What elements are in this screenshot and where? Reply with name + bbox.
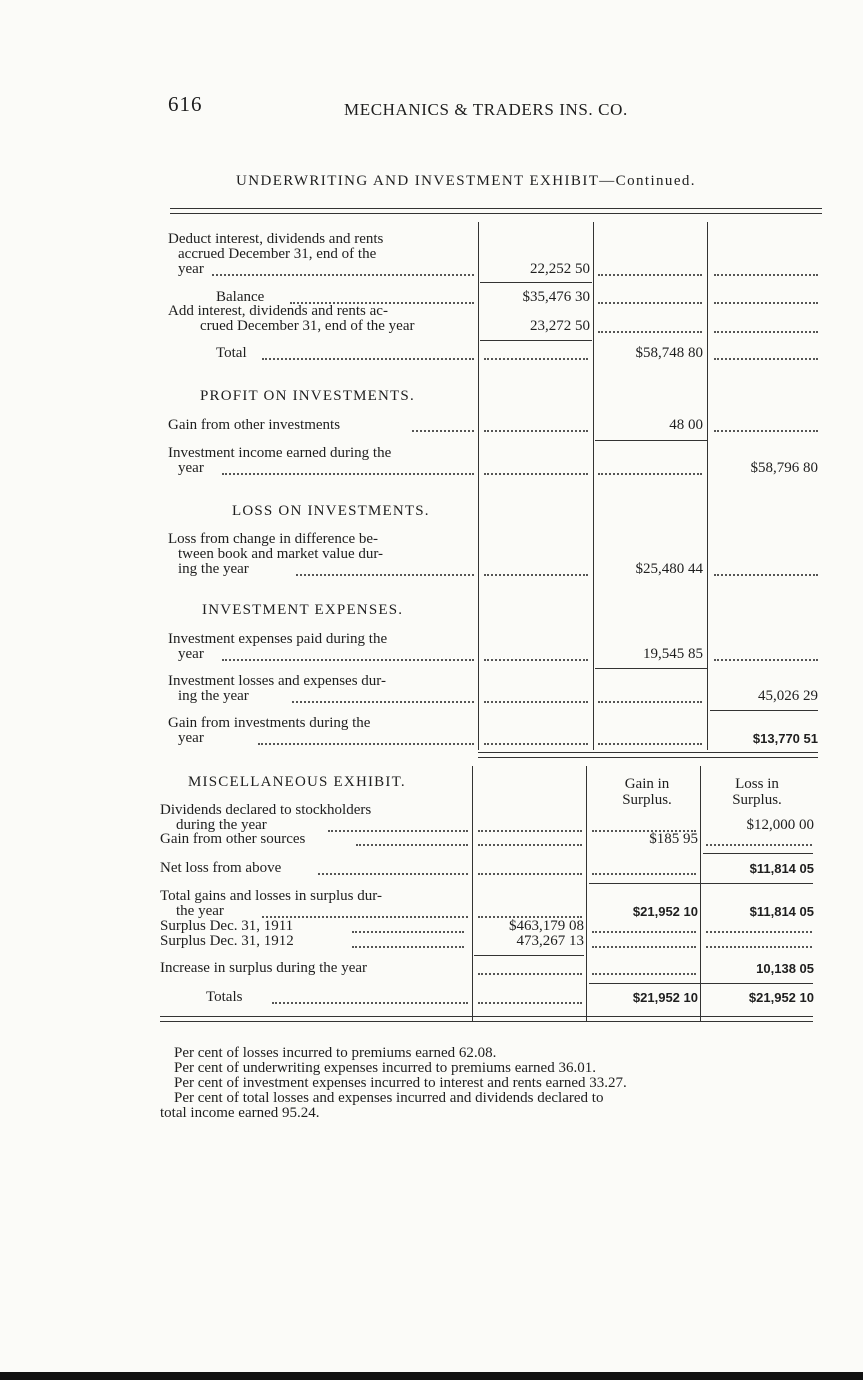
sum-rule bbox=[710, 710, 818, 711]
column-divider-2 bbox=[593, 222, 594, 750]
add-label-1: Add interest, dividends and rents ac- bbox=[168, 303, 388, 319]
loss-header-line-2: Surplus. bbox=[732, 792, 782, 808]
total-gains-losses-label-1: Total gains and losses in surplus dur- bbox=[160, 888, 382, 904]
footnote-investment: Per cent of investment expenses incurred to interest and rents earned 33.27. bbox=[174, 1075, 627, 1091]
gain-other-investments-label: Gain from other investments bbox=[168, 417, 341, 433]
top-rule-1 bbox=[170, 208, 822, 209]
total-gains-losses-label-2: the year bbox=[176, 903, 224, 919]
column-divider-5 bbox=[586, 766, 587, 1022]
bottom-rule-2 bbox=[160, 1021, 813, 1022]
total-losses-value: $11,814 05 bbox=[749, 904, 814, 919]
leader-dots bbox=[484, 574, 588, 576]
leader-dots bbox=[484, 659, 588, 661]
deduct-label-3: year bbox=[178, 261, 204, 277]
leader-dots bbox=[714, 574, 818, 576]
loss-label-1: Loss from change in difference be- bbox=[168, 531, 379, 547]
increase-surplus-label: Increase in surplus during the year bbox=[160, 960, 368, 976]
expenses-losses-value: 45,026 29 bbox=[758, 688, 818, 704]
leader-dots bbox=[598, 331, 702, 333]
loss-label-3: ing the year bbox=[178, 561, 249, 577]
investment-income-label-2: year bbox=[178, 460, 204, 476]
expenses-paid-label-1: Investment expenses paid during the bbox=[168, 631, 388, 647]
footnote-total-1: Per cent of total losses and expenses incurred and dividends declared to bbox=[174, 1090, 604, 1106]
profit-heading: PROFIT ON INVESTMENTS. bbox=[200, 388, 415, 404]
balance-label: Balance bbox=[216, 289, 265, 305]
loss-value: $25,480 44 bbox=[635, 561, 703, 577]
leader-dots bbox=[318, 873, 468, 875]
page-number: 616 bbox=[168, 92, 203, 116]
gain-other-investments-value: 48 00 bbox=[669, 417, 703, 433]
leader-dots bbox=[592, 973, 696, 975]
expenses-heading: INVESTMENT EXPENSES. bbox=[202, 602, 404, 618]
investment-income-value: $58,796 80 bbox=[750, 460, 818, 476]
leader-dots bbox=[478, 1002, 582, 1004]
footnote-losses: Per cent of losses incurred to premiums earned 62.08. bbox=[174, 1045, 497, 1061]
gain-investments-label-1: Gain from investments during the bbox=[168, 715, 371, 731]
leader-dots bbox=[706, 931, 812, 933]
leader-dots bbox=[598, 473, 702, 475]
expenses-losses-label-2: ing the year bbox=[178, 688, 249, 704]
leader-dots bbox=[484, 430, 588, 432]
add-label-2: crued December 31, end of the year bbox=[200, 318, 415, 334]
sum-rule bbox=[589, 983, 813, 984]
leader-dots bbox=[328, 830, 468, 832]
gain-investments-value: $13,770 51 bbox=[752, 731, 818, 746]
expenses-paid-label-2: year bbox=[178, 646, 204, 662]
totals-loss-value: $21,952 10 bbox=[748, 990, 814, 1005]
footnote-total-2: total income earned 95.24. bbox=[160, 1105, 320, 1121]
scan-edge bbox=[0, 1372, 863, 1380]
leader-dots bbox=[478, 873, 582, 875]
leader-dots bbox=[292, 701, 474, 703]
leader-dots bbox=[714, 358, 818, 360]
exhibit-subtitle: UNDERWRITING AND INVESTMENT EXHIBIT—Continued. bbox=[236, 173, 696, 189]
leader-dots bbox=[714, 430, 818, 432]
leader-dots bbox=[714, 302, 818, 304]
footnote-underwriting: Per cent of underwriting expenses incurred to premiums earned 36.01. bbox=[174, 1060, 596, 1076]
deduct-value: 22,252 50 bbox=[530, 261, 590, 277]
leader-dots bbox=[484, 743, 588, 745]
totals-gain-value: $21,952 10 bbox=[632, 990, 698, 1005]
column-divider-3 bbox=[707, 222, 708, 750]
sum-rule bbox=[595, 668, 707, 669]
total-gains-value: $21,952 10 bbox=[632, 904, 698, 919]
sum-rule bbox=[480, 282, 592, 283]
sum-rule bbox=[480, 340, 592, 341]
net-loss-label: Net loss from above bbox=[160, 860, 282, 876]
leader-dots bbox=[592, 946, 696, 948]
gain-other-sources-label: Gain from other sources bbox=[160, 831, 306, 847]
expenses-paid-value: 19,545 85 bbox=[643, 646, 703, 662]
sum-rule bbox=[589, 883, 813, 884]
leader-dots bbox=[258, 743, 474, 745]
leader-dots bbox=[484, 473, 588, 475]
leader-dots bbox=[598, 743, 702, 745]
leader-dots bbox=[714, 659, 818, 661]
balance-value: $35,476 30 bbox=[522, 289, 590, 305]
leader-dots bbox=[212, 274, 474, 276]
leader-dots bbox=[262, 358, 474, 360]
net-loss-value: $11,814 05 bbox=[749, 861, 814, 876]
leader-dots bbox=[478, 830, 582, 832]
investment-income-label-1: Investment income earned during the bbox=[168, 445, 392, 461]
misc-heading: MISCELLANEOUS EXHIBIT. bbox=[188, 774, 406, 790]
leader-dots bbox=[484, 358, 588, 360]
loss-label-2: tween book and market value dur- bbox=[178, 546, 384, 562]
dividends-label-2: during the year bbox=[176, 817, 267, 833]
dividends-label-1: Dividends declared to stockholders bbox=[160, 802, 372, 818]
total-value: $58,748 80 bbox=[635, 345, 703, 361]
loss-heading: LOSS ON INVESTMENTS. bbox=[232, 503, 430, 519]
leader-dots bbox=[272, 1002, 468, 1004]
column-divider-4 bbox=[472, 766, 473, 1022]
leader-dots bbox=[484, 701, 588, 703]
leader-dots bbox=[296, 574, 474, 576]
leader-dots bbox=[598, 274, 702, 276]
add-value: 23,272 50 bbox=[530, 318, 590, 334]
leader-dots bbox=[352, 931, 464, 933]
section-rule-2 bbox=[478, 757, 818, 758]
gain-in-surplus-header bbox=[600, 776, 694, 808]
loss-in-surplus-header bbox=[710, 776, 804, 808]
leader-dots bbox=[714, 274, 818, 276]
gain-other-sources-value: $185 95 bbox=[649, 831, 698, 847]
leader-dots bbox=[592, 931, 696, 933]
deduct-label-1: Deduct interest, dividends and rents bbox=[168, 231, 384, 247]
surplus-1912-label: Surplus Dec. 31, 1912 bbox=[160, 933, 294, 949]
leader-dots bbox=[352, 946, 464, 948]
leader-dots bbox=[592, 873, 696, 875]
leader-dots bbox=[478, 973, 582, 975]
deduct-label-2: accrued December 31, end of the bbox=[178, 246, 377, 262]
sum-rule bbox=[703, 853, 813, 854]
total-label: Total bbox=[216, 345, 247, 361]
sum-rule bbox=[474, 955, 584, 956]
dividends-value: $12,000 00 bbox=[746, 817, 814, 833]
surplus-1911-value: $463,179 08 bbox=[509, 918, 584, 934]
company-title: MECHANICS & TRADERS INS. CO. bbox=[344, 100, 628, 119]
surplus-1912-value: 473,267 13 bbox=[516, 933, 584, 949]
section-rule-1 bbox=[478, 752, 818, 753]
leader-dots bbox=[714, 331, 818, 333]
increase-surplus-value: 10,138 05 bbox=[756, 961, 814, 976]
loss-header-line-1: Loss in bbox=[735, 776, 779, 792]
leader-dots bbox=[598, 701, 702, 703]
leader-dots bbox=[222, 473, 474, 475]
leader-dots bbox=[222, 659, 474, 661]
expenses-losses-label-1: Investment losses and expenses dur- bbox=[168, 673, 386, 689]
leader-dots bbox=[356, 844, 468, 846]
leader-dots bbox=[478, 844, 582, 846]
leader-dots bbox=[598, 302, 702, 304]
leader-dots bbox=[706, 946, 812, 948]
sum-rule bbox=[595, 440, 707, 441]
surplus-1911-label: Surplus Dec. 31, 1911 bbox=[160, 918, 294, 934]
gain-header-line-1: Gain in bbox=[624, 776, 670, 792]
top-rule-2 bbox=[170, 213, 822, 214]
gain-header-line-2: Surplus. bbox=[622, 792, 672, 808]
leader-dots bbox=[706, 844, 812, 846]
gain-investments-label-2: year bbox=[178, 730, 204, 746]
leader-dots bbox=[412, 430, 474, 432]
bottom-rule-1 bbox=[160, 1016, 813, 1017]
totals-label: Totals bbox=[206, 989, 243, 1005]
